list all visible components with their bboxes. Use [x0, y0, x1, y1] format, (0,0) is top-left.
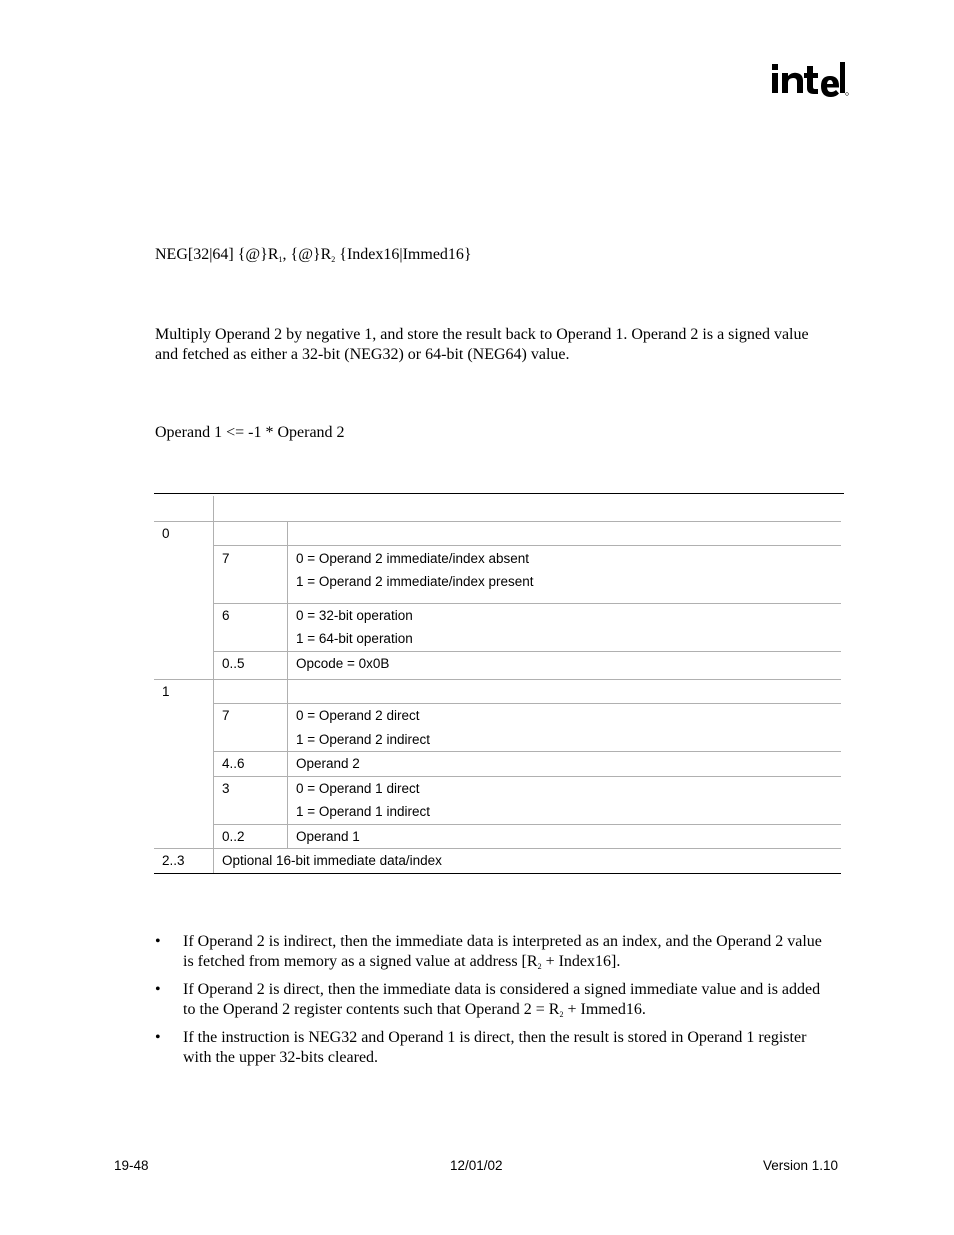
note-subscript: 2 [537, 962, 542, 971]
desc-cell: 1 = Operand 2 indirect [296, 732, 430, 747]
note-subscript: 2 [559, 1010, 564, 1019]
instruction-description: Multiply Operand 2 by negative 1, and store the result back to Operand 1. Operand 2 is a signed value and fetched as either a 32-bit (NEG32) or 64-bit (NEG64) value. [155, 326, 809, 363]
table-row-divider [213, 776, 841, 777]
list-item [155, 1028, 835, 1068]
note-text: If Operand 2 is indirect, then the immediate data is interpreted as an index, and the Operand 2 value is fetched from memory as a signed value at address [R [183, 933, 822, 970]
intel-logo [769, 56, 849, 106]
table-top-rule [154, 493, 844, 494]
table-row-divider [154, 521, 841, 522]
notes-list [155, 932, 835, 1071]
table-row-divider [213, 824, 841, 825]
bits-cell: 0..5 [222, 656, 245, 671]
desc-cell: 0 = Operand 2 immediate/index absent [296, 551, 530, 566]
bullet-icon: • [155, 1029, 161, 1046]
syntax-part: , {@}R [282, 246, 332, 263]
bits-cell: 7 [222, 708, 230, 723]
desc-cell: Operand 2 [296, 756, 360, 771]
bits-cell: 4..6 [222, 756, 245, 771]
table-row-divider [213, 603, 841, 604]
note-text: If Operand 2 is direct, then the immediate data is considered a signed immediate value and is added to the Operand 2 register contents such that Operand 2 = R [183, 981, 821, 1018]
note-text: + Index16]. [541, 953, 621, 970]
note-text: + Immed16. [563, 1001, 646, 1018]
bullet-icon: • [155, 933, 161, 950]
syntax-part: NEG[32|64] {@}R [155, 246, 279, 263]
instruction-operation: Operand 1 <= -1 * Operand 2 [155, 424, 345, 441]
desc-cell: Opcode = 0x0B [296, 656, 390, 671]
footer-date: 12/01/02 [450, 1158, 503, 1173]
desc-cell: Operand 1 [296, 829, 360, 844]
desc-cell: 0 = 32-bit operation [296, 608, 413, 623]
syntax-subscript: 2 [331, 255, 336, 264]
instruction-syntax [155, 246, 472, 264]
bits-cell: 7 [222, 551, 230, 566]
desc-cell: Optional 16-bit immediate data/index [222, 853, 442, 868]
note-text: If the instruction is NEG32 and Operand 1 is direct, then the result is stored in Operand 1 register with the upper 32-bits cleared. [183, 1029, 807, 1066]
table-row-divider [154, 679, 841, 680]
list-item [155, 932, 835, 977]
bullet-icon: • [155, 981, 161, 998]
list-item [155, 980, 835, 1025]
bits-cell: 3 [222, 781, 230, 796]
footer-version: Version 1.10 [763, 1158, 839, 1173]
table-column-divider [287, 521, 288, 848]
table-row-divider [213, 751, 841, 752]
syntax-part: {Index16|Immed16} [335, 246, 472, 263]
table-row-divider [213, 703, 841, 704]
desc-cell: 1 = Operand 2 immediate/index present [296, 574, 534, 589]
byte-cell: 1 [162, 684, 170, 699]
desc-cell: 1 = Operand 1 indirect [296, 804, 430, 819]
bits-cell: 6 [222, 608, 230, 623]
byte-cell: 0 [162, 526, 170, 541]
footer-page-number: 19-48 [114, 1158, 149, 1173]
bits-cell: 0..2 [222, 829, 245, 844]
table-row-divider [154, 848, 841, 849]
table-row-divider [213, 545, 841, 546]
table-bottom-rule [154, 873, 841, 874]
desc-cell: 1 = 64-bit operation [296, 631, 413, 646]
desc-cell: 0 = Operand 1 direct [296, 781, 420, 796]
table-column-divider [213, 496, 214, 873]
byte-cell: 2..3 [162, 853, 185, 868]
syntax-subscript: 1 [278, 255, 283, 264]
desc-cell: 0 = Operand 2 direct [296, 708, 420, 723]
table-row-divider [213, 651, 841, 652]
encoding-table [154, 493, 844, 875]
